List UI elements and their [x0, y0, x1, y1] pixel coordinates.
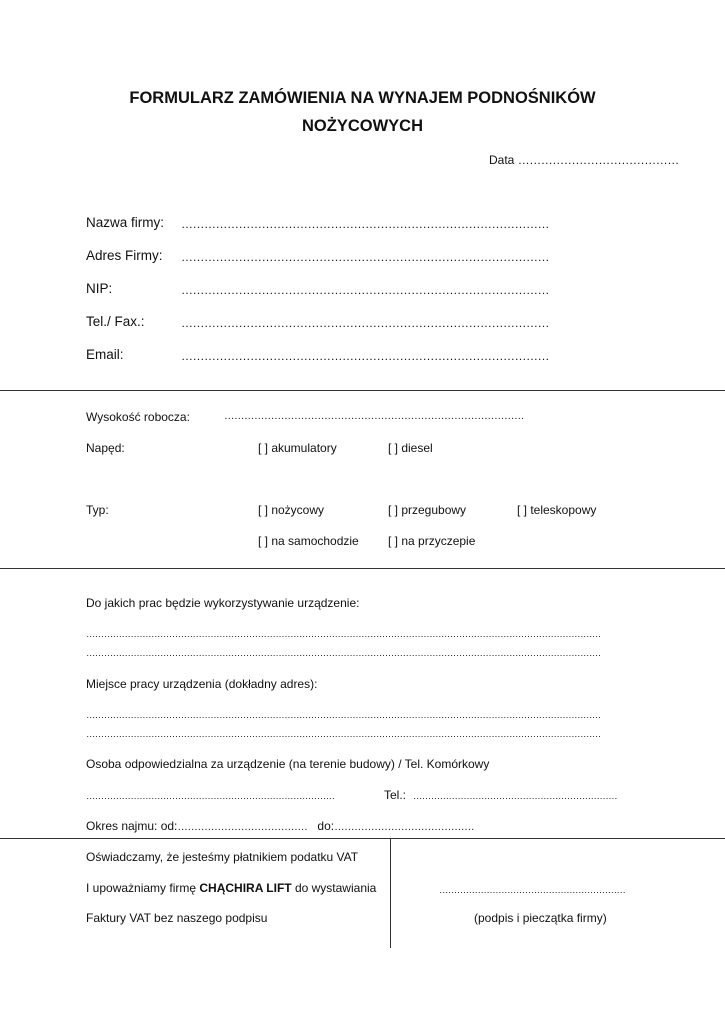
- drive-label: Napęd:: [86, 441, 125, 455]
- date-field[interactable]: [489, 153, 679, 167]
- declaration-line-2: [86, 881, 376, 895]
- working-height-label: Wysokość robocza:: [86, 410, 190, 424]
- date-dots: ……………………………………: [517, 153, 679, 167]
- divider-1: [0, 390, 725, 391]
- nip-label: NIP:: [86, 281, 113, 296]
- signature-divider: [390, 838, 391, 948]
- work-purpose-line-2[interactable]: …………………………………………………………………………………………………………………………………………………………: [86, 647, 601, 658]
- working-height-input[interactable]: ………………………………………………………………………………: [224, 410, 524, 422]
- rental-from-label: od:: [160, 819, 178, 833]
- email-label: Email:: [86, 347, 124, 362]
- drive-option-diesel[interactable]: [ ] diesel: [388, 441, 433, 455]
- rental-period-label: Okres najmu:: [86, 819, 158, 833]
- form-title-line1: FORMULARZ ZAMÓWIENIA NA WYNAJEM PODNOŚNIKÓW: [129, 89, 596, 107]
- signature-input[interactable]: ………………………………………………………: [439, 884, 626, 895]
- rental-period-field: [86, 819, 474, 833]
- work-purpose-label: Do jakich prac będzie wykorzystywanie urządzenie:: [86, 596, 360, 610]
- tel-fax-input[interactable]: ……………………………………………………………………………………: [181, 316, 549, 330]
- company-name-input[interactable]: ……………………………………………………………………………………: [181, 217, 549, 231]
- responsible-tel-label: Tel.:: [384, 788, 407, 802]
- company-name-label: Nazwa firmy:: [86, 215, 165, 230]
- type-option-articulated[interactable]: [ ] przegubowy: [388, 503, 467, 517]
- date-label: Data: [489, 153, 515, 167]
- work-place-line-1[interactable]: …………………………………………………………………………………………………………………………………………………………: [86, 709, 601, 720]
- type-option-truck-mounted[interactable]: [ ] na samochodzie: [258, 534, 359, 548]
- rental-to-input[interactable]: ……………………………………: [334, 821, 475, 833]
- tel-fax-label: Tel./ Fax.:: [86, 314, 145, 329]
- signature-caption: (podpis i pieczątka firmy): [474, 911, 607, 925]
- email-input[interactable]: ……………………………………………………………………………………: [181, 349, 549, 363]
- rental-from-input[interactable]: …………………………………: [177, 821, 308, 833]
- form-title-line2: NOŻYCOWYCH: [302, 117, 423, 135]
- type-option-trailer[interactable]: [ ] na przyczepie: [388, 534, 476, 548]
- responsible-person-label: Osoba odpowiedzialna za urządzenie (na terenie budowy) / Tel. Komórkowy: [86, 757, 490, 771]
- declaration-line-1: Oświadczamy, że jesteśmy płatnikiem podatku VAT: [86, 850, 359, 864]
- type-option-telescopic[interactable]: [ ] teleskopowy: [517, 503, 597, 517]
- work-purpose-line-1[interactable]: …………………………………………………………………………………………………………………………………………………………: [86, 628, 601, 639]
- responsible-tel-input[interactable]: ……………………………………………………………: [413, 790, 618, 801]
- company-address-label: Adres Firmy:: [86, 248, 163, 263]
- divider-2: [0, 568, 725, 569]
- divider-3: [0, 838, 725, 839]
- company-address-input[interactable]: ……………………………………………………………………………………: [181, 250, 549, 264]
- declaration-line-3: Faktury VAT bez naszego podpisu: [86, 911, 268, 925]
- responsible-person-input[interactable]: …………………………………………………………………………: [86, 790, 335, 801]
- declaration-company-name: CHĄCHIRA LIFT: [199, 881, 292, 895]
- work-place-line-2[interactable]: …………………………………………………………………………………………………………………………………………………………: [86, 728, 601, 739]
- work-place-label: Miejsce pracy urządzenia (dokładny adres):: [86, 677, 318, 691]
- rental-to-label: do:: [317, 819, 335, 833]
- declaration-line-2-pre: I upoważniamy firmę: [86, 881, 197, 895]
- drive-option-battery[interactable]: [ ] akumulatory: [258, 441, 337, 455]
- nip-input[interactable]: ……………………………………………………………………………………: [181, 283, 549, 297]
- type-option-scissor[interactable]: [ ] nożycowy: [258, 503, 325, 517]
- declaration-line-2-post: do wystawiania: [294, 881, 377, 895]
- type-label: Typ:: [86, 503, 109, 517]
